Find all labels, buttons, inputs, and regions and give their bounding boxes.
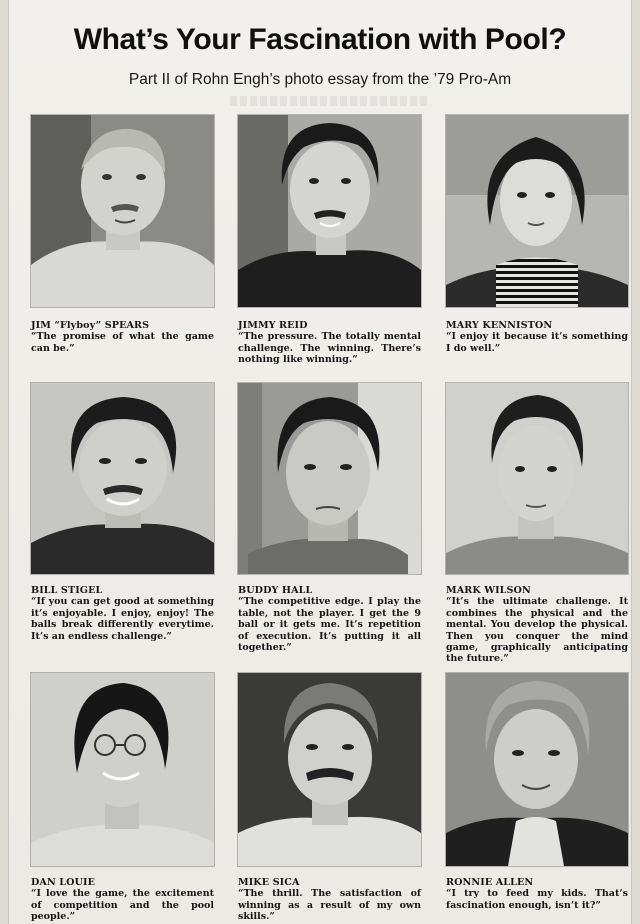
player-name: BUDDY HALL xyxy=(238,585,313,596)
portrait-photo xyxy=(31,383,214,574)
player-name: RONNIE ALLEN xyxy=(446,877,534,888)
player-name: MARY KENNISTON xyxy=(446,320,553,331)
player-quote: “The pressure. The totally mental challenge. The winning. There’s nothing like winning.” xyxy=(238,331,421,366)
player-quote: “I enjoy it because it’s something I do well.” xyxy=(446,331,628,354)
portrait-photo xyxy=(238,673,421,866)
profile-caption xyxy=(238,320,421,366)
profile-caption xyxy=(446,585,628,665)
profile-caption xyxy=(31,585,214,642)
player-quote: “I love the game, the excitement of competition and the pool people.” xyxy=(31,888,214,923)
player-name: BILL STIGEL xyxy=(31,585,103,596)
profile-caption xyxy=(31,877,214,923)
portrait-photo xyxy=(31,673,214,866)
profile-caption xyxy=(238,585,421,653)
page-edge-left xyxy=(0,0,9,924)
profile-caption xyxy=(446,877,628,911)
page-edge-right xyxy=(631,0,640,924)
portrait-photo xyxy=(446,115,628,307)
player-name: DAN LOUIE xyxy=(31,877,96,888)
profile-caption xyxy=(238,877,421,923)
player-quote: “It’s the ultimate challenge. It combines the physical and the mental. You develop the physical. Then you conquer the mind game, graphically anticipating the future.” xyxy=(446,596,628,665)
player-quote: “The promise of what the game can be.” xyxy=(31,331,214,354)
player-quote: “The thrill. The satisfaction of winning as a result of my own skills.” xyxy=(238,888,421,923)
profile-caption xyxy=(31,320,214,354)
page-subtitle: Part II of Rohn Engh’s photo essay from the ’79 Pro-Am xyxy=(128,71,512,88)
player-name: JIMMY REID xyxy=(238,320,308,331)
player-name: MARK WILSON xyxy=(446,585,531,596)
portrait-photo xyxy=(238,115,421,307)
bleed-through-text xyxy=(230,96,430,106)
portrait-photo xyxy=(446,673,628,866)
portrait-photo xyxy=(238,383,421,574)
page-title: What’s Your Fascination with Pool? xyxy=(73,23,567,56)
profile-caption xyxy=(446,320,628,354)
portrait-photo xyxy=(446,383,628,574)
portrait-photo xyxy=(31,115,214,307)
player-name: MIKE SICA xyxy=(238,877,300,888)
player-quote: “The competitive edge. I play the table, not the player. I get the 9 ball or it gets me. It’s repetition of execution. It’s putting it all together.” xyxy=(238,596,421,654)
player-quote: “I try to feed my kids. That’s fascination enough, isn’t it?” xyxy=(446,888,628,911)
player-quote: “If you can get good at something it’s enjoyable. I enjoy, enjoy! The balls break differently everytime. It’s an endless challenge.” xyxy=(31,596,214,642)
player-name: JIM “Flyboy” SPEARS xyxy=(31,320,150,331)
